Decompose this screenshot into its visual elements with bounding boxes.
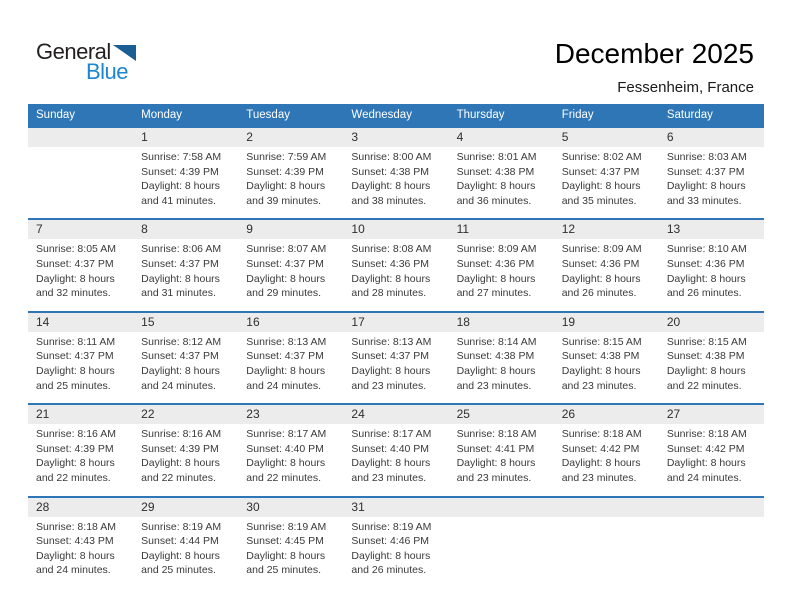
day-number: 29 (133, 498, 238, 517)
day-info (449, 239, 554, 310)
day-info-line: Sunrise: 8:07 AM (246, 243, 327, 256)
day-info-line: Sunrise: 8:11 AM (36, 335, 116, 348)
day-number: 21 (28, 405, 133, 424)
week-row (28, 218, 764, 310)
calendar-day-cell (554, 220, 659, 310)
day-info-line: Sunrise: 8:16 AM (36, 428, 116, 441)
day-number: 5 (554, 128, 659, 147)
day-info (659, 239, 764, 310)
day-info-line: Sunrise: 8:13 AM (246, 335, 327, 348)
calendar-day-cell (659, 128, 764, 218)
day-info-line: and 26 minutes. (561, 287, 637, 300)
day-info (238, 517, 343, 588)
day-info-line: Sunset: 4:39 PM (141, 165, 219, 178)
day-info-line: and 39 minutes. (246, 194, 321, 207)
day-info-line: Sunrise: 8:03 AM (666, 151, 747, 163)
calendar-grid (28, 126, 764, 588)
day-number: 30 (238, 498, 343, 517)
calendar-day-cell (343, 220, 448, 310)
day-info-line: Sunset: 4:37 PM (246, 350, 324, 363)
calendar-day-cell (133, 313, 238, 403)
day-info-line: and 41 minutes. (141, 194, 216, 207)
calendar-day-cell (28, 313, 133, 403)
day-info-line: Daylight: 8 hours (246, 272, 326, 285)
day-info-line: and 22 minutes. (666, 379, 742, 392)
day-number: 17 (343, 313, 448, 332)
day-number: 20 (659, 313, 764, 332)
day-number: 13 (659, 220, 764, 239)
calendar-day-cell (343, 498, 448, 588)
day-number: 16 (238, 313, 343, 332)
day-info-line: Sunset: 4:37 PM (36, 350, 114, 363)
calendar-day-cell (133, 220, 238, 310)
day-info-line: Daylight: 8 hours (456, 180, 536, 193)
calendar-day-cell (238, 405, 343, 495)
day-info-line: Sunset: 4:46 PM (351, 535, 430, 548)
day-info-line: Sunrise: 8:18 AM (36, 520, 116, 533)
day-info (659, 332, 764, 403)
day-info-line: Sunrise: 8:17 AM (351, 428, 432, 441)
day-info-line: Daylight: 8 hours (561, 364, 641, 377)
day-info-line: and 23 minutes. (456, 471, 532, 484)
day-info-line: Sunset: 4:39 PM (36, 442, 114, 455)
day-info (133, 147, 238, 218)
day-info (659, 147, 764, 218)
weekday-monday: Monday (141, 109, 183, 121)
day-info-line: Daylight: 8 hours (246, 457, 326, 470)
day-number: 7 (28, 220, 133, 239)
day-info-line: Daylight: 8 hours (246, 364, 326, 377)
day-info-line: and 32 minutes. (36, 287, 111, 300)
calendar-empty-cell (28, 128, 133, 218)
day-info (28, 517, 133, 588)
day-number: 8 (133, 220, 238, 239)
day-info-line: Sunset: 4:38 PM (561, 350, 640, 363)
day-info-line: and 23 minutes. (561, 379, 637, 392)
calendar-day-cell (28, 220, 133, 310)
day-info-line: Daylight: 8 hours (666, 457, 746, 470)
day-info-line: Daylight: 8 hours (351, 549, 431, 562)
day-info-line: Daylight: 8 hours (351, 272, 431, 285)
day-info-line: Sunrise: 8:18 AM (561, 428, 642, 441)
day-info (238, 424, 343, 495)
calendar-day-cell (343, 128, 448, 218)
day-info (238, 147, 343, 218)
day-info (554, 239, 659, 310)
day-info (28, 332, 133, 403)
calendar-empty-cell (554, 498, 659, 588)
day-info-line: Sunset: 4:40 PM (246, 442, 324, 455)
day-info-line: and 29 minutes. (246, 287, 321, 300)
day-info-line: and 26 minutes. (351, 564, 427, 577)
day-number: 11 (449, 220, 554, 239)
day-info (28, 424, 133, 495)
day-info-line: and 24 minutes. (246, 379, 321, 392)
day-info-line: Sunset: 4:45 PM (246, 535, 324, 548)
day-info-line: Sunset: 4:37 PM (36, 257, 114, 270)
day-info-line: Sunrise: 8:16 AM (141, 428, 222, 441)
day-number: 24 (343, 405, 448, 424)
day-info-line: Daylight: 8 hours (351, 457, 431, 470)
page-title: December 2025 (554, 38, 754, 69)
day-info-line: Sunrise: 8:14 AM (456, 335, 537, 348)
weekday-saturday: Saturday (666, 109, 713, 121)
day-number: 23 (238, 405, 343, 424)
day-info-line: Sunset: 4:42 PM (666, 442, 745, 455)
day-info-line: Sunrise: 8:02 AM (561, 151, 642, 163)
day-info-line: and 23 minutes. (456, 379, 532, 392)
day-info-line: Sunset: 4:37 PM (141, 350, 219, 363)
day-info-line: Daylight: 8 hours (246, 180, 326, 193)
day-number: 12 (554, 220, 659, 239)
day-info (554, 424, 659, 495)
day-number: 9 (238, 220, 343, 239)
header-titles (555, 38, 754, 96)
day-info-line: and 26 minutes. (666, 287, 742, 300)
day-info-line: Daylight: 8 hours (36, 457, 115, 470)
day-info-line: and 23 minutes. (351, 471, 427, 484)
day-number: 25 (449, 405, 554, 424)
day-info-line: Sunrise: 7:58 AM (141, 151, 222, 163)
day-info-line: and 33 minutes. (666, 194, 742, 207)
day-info (449, 424, 554, 495)
day-info-line: Daylight: 8 hours (351, 364, 431, 377)
day-info-line: Daylight: 8 hours (456, 457, 536, 470)
day-info (449, 147, 554, 218)
day-number (28, 128, 133, 147)
day-info-line: Sunrise: 8:15 AM (561, 335, 642, 348)
day-number (659, 498, 764, 517)
day-info-line: Daylight: 8 hours (456, 364, 536, 377)
day-info-line: and 22 minutes. (246, 471, 321, 484)
day-info-line: Daylight: 8 hours (456, 272, 536, 285)
day-info-line: Daylight: 8 hours (36, 272, 115, 285)
day-info-line: and 31 minutes. (141, 287, 216, 300)
day-info-line: Sunset: 4:37 PM (666, 165, 745, 178)
calendar-day-cell (449, 405, 554, 495)
day-number (449, 498, 554, 517)
day-number: 31 (343, 498, 448, 517)
day-number: 27 (659, 405, 764, 424)
day-info (28, 239, 133, 310)
day-number: 6 (659, 128, 764, 147)
week-row (28, 496, 764, 588)
day-info-line: Sunrise: 8:15 AM (666, 335, 747, 348)
day-info-line: and 23 minutes. (561, 471, 637, 484)
calendar-day-cell (449, 220, 554, 310)
day-number: 26 (554, 405, 659, 424)
day-info-line: Daylight: 8 hours (351, 180, 431, 193)
day-info-line: Sunset: 4:40 PM (351, 442, 430, 455)
calendar-day-cell (343, 313, 448, 403)
day-info-line: and 25 minutes. (246, 564, 321, 577)
day-number: 15 (133, 313, 238, 332)
week-row (28, 126, 764, 218)
day-info-line: Sunset: 4:43 PM (36, 535, 114, 548)
day-info (133, 239, 238, 310)
calendar-empty-cell (659, 498, 764, 588)
day-info-line: Daylight: 8 hours (666, 180, 746, 193)
day-info-line: Sunrise: 8:00 AM (351, 151, 432, 163)
day-info-line: Sunrise: 8:18 AM (456, 428, 537, 441)
day-info-line: Sunset: 4:37 PM (351, 350, 430, 363)
weekday-tuesday: Tuesday (246, 109, 290, 121)
logo-text-blue: Blue (86, 59, 129, 84)
day-info-line: Sunrise: 8:09 AM (561, 243, 642, 256)
day-info-line: Sunrise: 8:19 AM (351, 520, 432, 533)
day-info-line: and 24 minutes. (36, 564, 111, 577)
day-info (133, 332, 238, 403)
day-info-line: Daylight: 8 hours (141, 549, 220, 562)
day-info-line: Daylight: 8 hours (561, 457, 641, 470)
calendar-day-cell (659, 405, 764, 495)
day-info-line: and 38 minutes. (351, 194, 427, 207)
day-info-line: Sunset: 4:37 PM (561, 165, 640, 178)
calendar-day-cell (238, 498, 343, 588)
weekday-header-row (28, 104, 764, 126)
day-info-line: Sunrise: 7:59 AM (246, 151, 327, 163)
day-info-line: Sunrise: 8:12 AM (141, 335, 222, 348)
day-info-line: Sunrise: 8:18 AM (666, 428, 747, 441)
day-info-line: Sunset: 4:39 PM (141, 442, 219, 455)
day-info (343, 424, 448, 495)
day-info-line: Sunset: 4:36 PM (666, 257, 745, 270)
day-info-line: Daylight: 8 hours (141, 364, 220, 377)
day-info-line: Sunrise: 8:19 AM (141, 520, 222, 533)
day-info-line: and 36 minutes. (456, 194, 532, 207)
page-subtitle: Fessenheim, France (617, 79, 754, 96)
weekday-friday: Friday (561, 109, 594, 121)
calendar-day-cell (554, 405, 659, 495)
day-number: 1 (133, 128, 238, 147)
day-number: 19 (554, 313, 659, 332)
day-info (133, 517, 238, 588)
calendar-day-cell (659, 313, 764, 403)
day-info-line: and 22 minutes. (36, 471, 111, 484)
day-info-line: Sunset: 4:38 PM (351, 165, 430, 178)
day-info-line: Daylight: 8 hours (561, 272, 641, 285)
calendar-day-cell (449, 128, 554, 218)
logo-text-general: General (36, 39, 111, 64)
day-info (449, 332, 554, 403)
day-number: 14 (28, 313, 133, 332)
day-info-line: Sunrise: 8:06 AM (141, 243, 222, 256)
day-info-line: Sunrise: 8:19 AM (246, 520, 327, 533)
day-info-line: and 25 minutes. (36, 379, 111, 392)
day-info (554, 332, 659, 403)
calendar-day-cell (238, 313, 343, 403)
week-row (28, 311, 764, 403)
day-info-line: Sunset: 4:42 PM (561, 442, 640, 455)
day-number: 18 (449, 313, 554, 332)
calendar-day-cell (343, 405, 448, 495)
day-info-line: and 28 minutes. (351, 287, 427, 300)
calendar-day-cell (28, 405, 133, 495)
day-info-line: Sunrise: 8:13 AM (351, 335, 432, 348)
day-info-line: Sunrise: 8:17 AM (246, 428, 327, 441)
day-info-line: and 23 minutes. (351, 379, 427, 392)
day-info (238, 332, 343, 403)
day-info-line: and 27 minutes. (456, 287, 532, 300)
day-info-line: Sunset: 4:41 PM (456, 442, 535, 455)
week-row (28, 403, 764, 495)
weekday-sunday: Sunday (36, 109, 76, 121)
day-info-line: Sunrise: 8:08 AM (351, 243, 432, 256)
calendar-day-cell (133, 128, 238, 218)
day-number: 2 (238, 128, 343, 147)
day-info (343, 147, 448, 218)
calendar-day-cell (28, 498, 133, 588)
calendar (28, 104, 764, 588)
calendar-day-cell (449, 313, 554, 403)
day-info (659, 424, 764, 495)
day-number: 22 (133, 405, 238, 424)
day-info-line: Sunset: 4:37 PM (141, 257, 219, 270)
day-number (554, 498, 659, 517)
day-info-line: and 24 minutes. (666, 471, 742, 484)
day-number: 4 (449, 128, 554, 147)
day-info-line: Daylight: 8 hours (666, 364, 746, 377)
day-info-line: Sunset: 4:38 PM (456, 350, 535, 363)
calendar-day-cell (133, 405, 238, 495)
day-info-line: Sunrise: 8:09 AM (456, 243, 537, 256)
calendar-day-cell (238, 220, 343, 310)
day-info-line: and 24 minutes. (141, 379, 216, 392)
general-blue-logo (36, 39, 136, 84)
day-info-line: and 22 minutes. (141, 471, 216, 484)
day-info-line: Daylight: 8 hours (141, 180, 220, 193)
day-info-line: Daylight: 8 hours (666, 272, 746, 285)
day-info-line: Sunrise: 8:01 AM (456, 151, 537, 163)
day-info (343, 517, 448, 588)
day-number: 10 (343, 220, 448, 239)
day-info-line: Sunset: 4:38 PM (456, 165, 535, 178)
calendar-day-cell (659, 220, 764, 310)
day-info-line: and 25 minutes. (141, 564, 216, 577)
calendar-day-cell (554, 128, 659, 218)
day-info-line: Sunset: 4:36 PM (456, 257, 535, 270)
day-info (343, 332, 448, 403)
day-info-line: Sunset: 4:36 PM (351, 257, 430, 270)
day-info-line: and 35 minutes. (561, 194, 637, 207)
calendar-day-cell (554, 313, 659, 403)
day-info-line: Daylight: 8 hours (246, 549, 326, 562)
calendar-empty-cell (449, 498, 554, 588)
day-info-line: Daylight: 8 hours (141, 457, 220, 470)
day-info-line: Sunset: 4:36 PM (561, 257, 640, 270)
day-info-line: Sunset: 4:37 PM (246, 257, 324, 270)
day-info-line: Daylight: 8 hours (36, 364, 115, 377)
day-info-line: Sunset: 4:39 PM (246, 165, 324, 178)
day-info-line: Daylight: 8 hours (36, 549, 115, 562)
day-info (238, 239, 343, 310)
day-number: 28 (28, 498, 133, 517)
day-info (343, 239, 448, 310)
day-number: 3 (343, 128, 448, 147)
day-info-line: Daylight: 8 hours (561, 180, 641, 193)
day-info-line: Sunrise: 8:10 AM (666, 243, 747, 256)
day-info-line: Sunset: 4:38 PM (666, 350, 745, 363)
day-info (554, 147, 659, 218)
day-info (133, 424, 238, 495)
calendar-day-cell (133, 498, 238, 588)
day-info-line: Sunrise: 8:05 AM (36, 243, 116, 256)
weekday-thursday: Thursday (456, 109, 505, 121)
day-info-line: Daylight: 8 hours (141, 272, 220, 285)
calendar-day-cell (238, 128, 343, 218)
day-info-line: Sunset: 4:44 PM (141, 535, 219, 548)
weekday-wednesday: Wednesday (351, 109, 412, 121)
